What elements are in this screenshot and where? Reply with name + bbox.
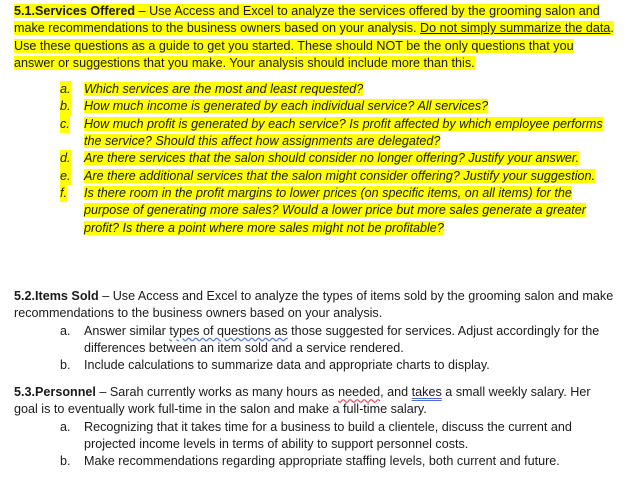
list-item: [14, 116, 614, 151]
list-item: [14, 323, 614, 358]
list-item: [14, 81, 614, 98]
grammar-flagged-text[interactable]: types of questions as: [169, 323, 288, 338]
paragraph-text: . Use these questions as a guide to get you started. These should NOT be the only questions that you answer or suggestions that you make. Your analysis should include more than this.: [14, 21, 614, 70]
spelling-flagged-text[interactable]: needed: [338, 385, 381, 399]
list-item-text: Are there additional services that the salon might consider offering? Justify your suggestion.: [84, 168, 596, 183]
list-marker: a.: [60, 81, 71, 98]
section-personnel: [14, 384, 614, 470]
question-list: [14, 81, 614, 237]
list-marker: c.: [60, 116, 70, 133]
list-marker: b.: [60, 98, 71, 115]
underlined-text: Do not simply summarize the data: [420, 21, 611, 36]
section-title: Personnel: [35, 385, 96, 399]
list-marker: a.: [60, 419, 71, 434]
list-item: [14, 98, 614, 115]
list-marker: e.: [60, 168, 71, 185]
list-item-text: How much income is generated by each individual service? All services?: [84, 99, 489, 114]
list-marker: d.: [60, 150, 71, 167]
paragraph-text: a small weekly salary. Her goal is to eventually work full-time in the salon and make a full-time salary.: [14, 385, 591, 417]
list-item: [14, 150, 614, 167]
paragraph-text: , and: [380, 385, 412, 399]
grammar-flagged-text[interactable]: takes: [411, 385, 442, 399]
list-item: [14, 419, 614, 454]
list-item-text: Answer similar: [84, 323, 170, 338]
items-sold-paragraph: [14, 288, 614, 323]
paragraph-text: – Use Access and Excel to analyze the services offered by the grooming salon and make recommendations to the business owners based on your analysis.: [14, 4, 600, 36]
list-item-text: How much profit is generated by each service? Is profit affected by which employee performs the service? Should this affect how assignments are delegated?: [84, 116, 603, 149]
paragraph-text: – Sarah currently works as many hours as: [95, 385, 339, 399]
personnel-paragraph: [14, 384, 614, 419]
services-paragraph: [14, 3, 614, 72]
list-marker: b.: [60, 358, 71, 373]
personnel-list: [14, 419, 614, 471]
list-item: [14, 357, 614, 374]
item-list: [14, 323, 614, 375]
section-number: 5.2.: [14, 289, 36, 303]
list-item: [14, 453, 614, 470]
section-title: Services Offered: [35, 4, 136, 18]
list-item-text: Make recommendations regarding appropriate staffing levels, both current and future.: [84, 454, 560, 469]
list-item-text: Are there services that the salon should consider no longer offering? Justify your answer.: [84, 151, 580, 166]
list-item-text: Which services are the most and least requested?: [84, 82, 364, 97]
list-item: [14, 168, 614, 185]
section-items-sold: [14, 288, 614, 374]
section-services-offered: [14, 3, 614, 237]
list-item-text: those suggested for services. Adjust accordingly for the differences between an item sold and a service rendered.: [84, 323, 600, 355]
section-number: 5.3.: [14, 385, 36, 399]
list-item-text: Include calculations to summarize data and appropriate charts to display.: [84, 358, 490, 373]
list-item-text: Recognizing that it takes time for a business to build a clientele, discuss the current and projected income levels in terms of ability to support personnel costs.: [84, 419, 572, 451]
list-marker: a.: [60, 323, 71, 338]
list-marker: b.: [60, 454, 71, 469]
section-title: Items Sold: [35, 289, 99, 303]
paragraph-text: – Use Access and Excel to analyze the types of items sold by the grooming salon and make recommendations to the business owners based on your analysis.: [14, 289, 614, 321]
section-number: 5.1.: [14, 4, 36, 18]
list-item-text: Is there room in the profit margins to lower prices (on specific items, on all items) for the purpose of generating more sales? Would a lower price but more sales generate a greater profit? Is there a point where more sales might not be profitable?: [84, 185, 586, 235]
list-marker: f.: [60, 185, 67, 202]
list-item: [14, 185, 614, 237]
